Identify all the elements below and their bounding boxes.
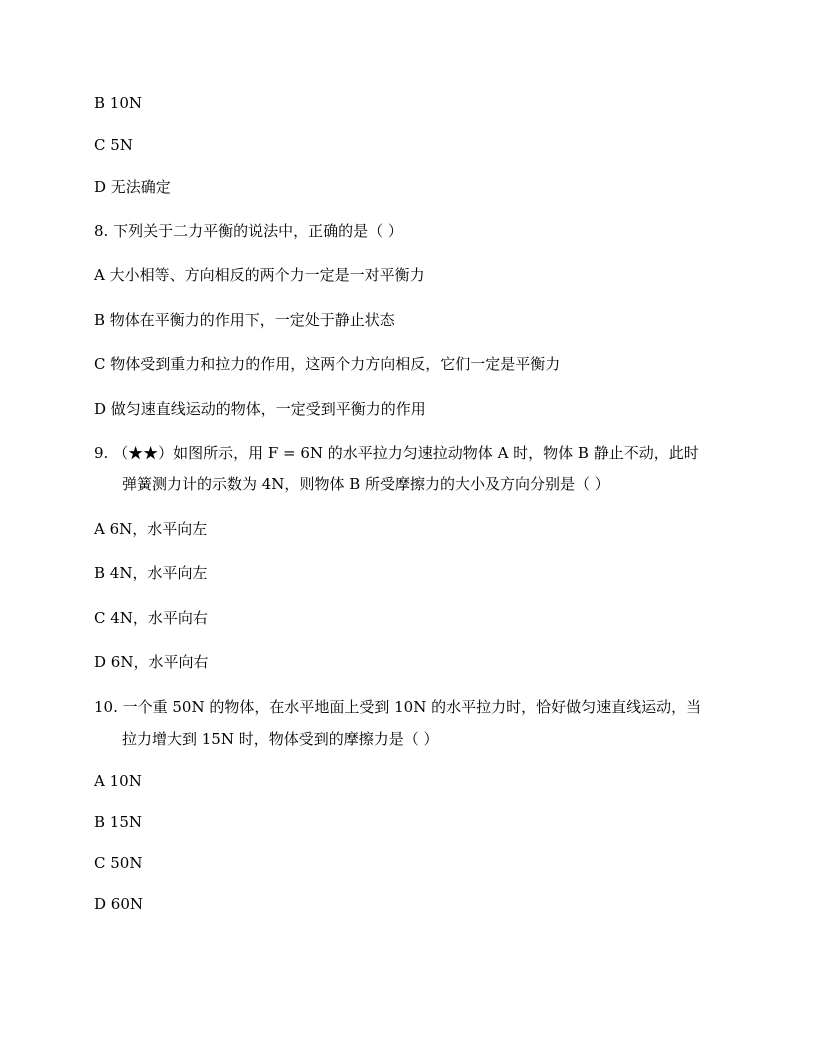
q9-stem-line1: 9. （★★）如图所示，用 F = 6N 的水平拉力匀速拉动物体 A 时，物体 B 静止不动，此时 <box>94 444 699 462</box>
q8-option-b: B 物体在平衡力的作用下，一定处于静止状态 <box>94 311 395 329</box>
q7-option-b: B 10N <box>94 94 143 112</box>
q9-option-b: B 4N，水平向左 <box>94 564 208 582</box>
q9-option-d: D 6N，水平向右 <box>94 653 209 671</box>
q9-option-a: A 6N，水平向左 <box>94 520 208 538</box>
q7-option-d: D 无法确定 <box>94 178 171 196</box>
q9-option-c: C 4N，水平向右 <box>94 609 208 627</box>
q10-option-c: C 50N <box>94 854 143 872</box>
q8-stem: 8. 下列关于二力平衡的说法中，正确的是（ ） <box>94 222 403 240</box>
q10-stem-line2: 拉力增大到 15N 时，物体受到的摩擦力是（ ） <box>122 730 439 748</box>
q10-option-a: A 10N <box>94 772 142 790</box>
q9-stem-line2: 弹簧测力计的示数为 4N，则物体 B 所受摩擦力的大小及方向分别是（ ） <box>122 475 610 493</box>
q8-option-a: A 大小相等、方向相反的两个力一定是一对平衡力 <box>94 266 425 284</box>
q8-option-d: D 做匀速直线运动的物体，一定受到平衡力的作用 <box>94 400 426 418</box>
q8-option-c: C 物体受到重力和拉力的作用，这两个力方向相反，它们一定是平衡力 <box>94 355 561 373</box>
q10-option-b: B 15N <box>94 813 143 831</box>
q7-option-c: C 5N <box>94 136 133 154</box>
q10-option-d: D 60N <box>94 895 144 913</box>
q10-stem-line1: 10. 一个重 50N 的物体，在水平地面上受到 10N 的水平拉力时，恰好做匀速直线运动，当 <box>94 698 702 716</box>
